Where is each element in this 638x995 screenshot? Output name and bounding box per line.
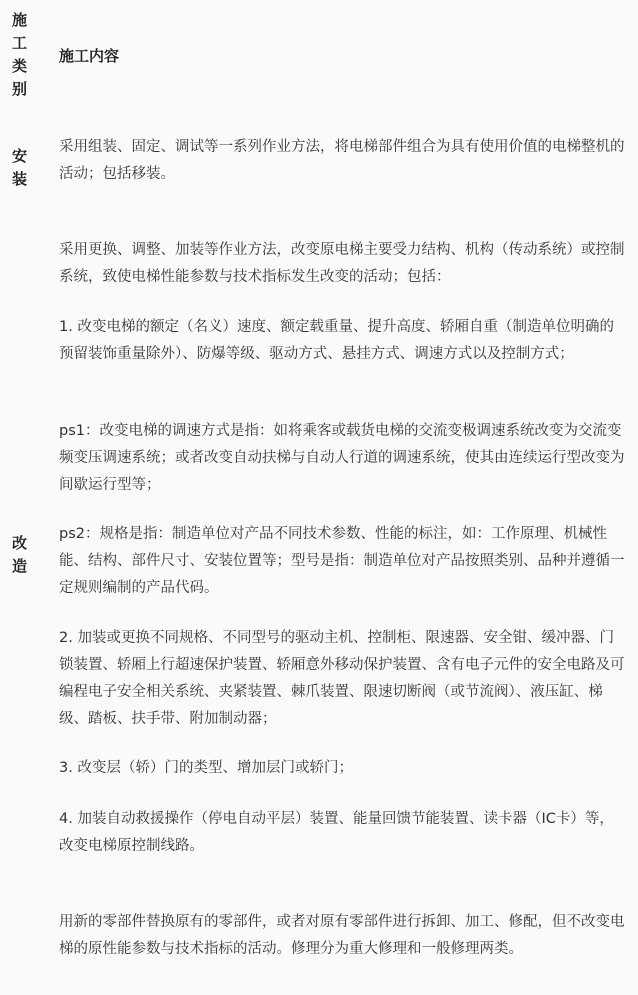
modification-note-ps1: ps1：改变电梯的调速方式是指：如将乘客或载货电梯的交流变极调速系统改变为交流变频变压调速系统；或者改变自动扶梯与自动人行道的调速系统，使其由连续运行型改变为间歇运行型等； (59, 423, 625, 493)
repair-description: 用新的零部件替换原有的零部件，或者对原有零部件进行拆卸、加工、修配，但不改变电梯的原性能参数与技术指标的活动。修理分为重大修理和一般修理两类。 (59, 914, 625, 957)
modification-item-4: 4. 加装自动救援操作（停电自动平层）装置、能量回馈节能装置、读卡器（IC卡）等，改变电梯原控制线路。 (59, 811, 614, 854)
category-modification: 改造 (12, 534, 28, 575)
modification-item-1: 1. 改变电梯的额定（名义）速度、额定载重量、提升高度、轿厢自重（制造单位明确的预留装饰重量除外）、防爆等级、驱动方式、悬挂方式、调速方式以及控制方式； (59, 319, 614, 362)
modification-item-2: 2. 加装或更换不同规格、不同型号的驱动主机、控制柜、限速器、安全钳、缓冲器、门锁装置、轿厢上行超速保护装置、轿厢意外移动保护装置、含有电子元件的安全电路及可编程电子安全相关系统、夹紧装置、棘爪装置、限速切断阀（或节流阀）、液压缸、梯级、踏板、扶手带、附加制动器； (59, 630, 625, 727)
modification-item-3: 3. 改变层（轿）门的类型、增加层门或轿门； (59, 760, 353, 776)
category-installation: 安装 (12, 147, 28, 188)
modification-note-ps2: ps2：规格是指：制造单位对产品不同技术参数、性能的标注，如：工作原理、机械性能、结构、部件尺寸、安装位置等；型号是指：制造单位对产品按照类别、品种并遵循一定规则编制的产品代码。 (59, 526, 625, 596)
installation-description: 采用组装、固定、调试等一系列作业方法，将电梯部件组合为具有使用价值的电梯整机的活动；包括移装。 (59, 139, 625, 182)
modification-intro: 采用更换、调整、加装等作业方法，改变原电梯主要受力结构、机构（传动系统）或控制系统，致使电梯性能参数与技术指标发生改变的活动；包括： (59, 242, 625, 285)
content-column-header: 施工内容 (59, 47, 120, 65)
category-column-header: 施工类别 (12, 11, 28, 98)
